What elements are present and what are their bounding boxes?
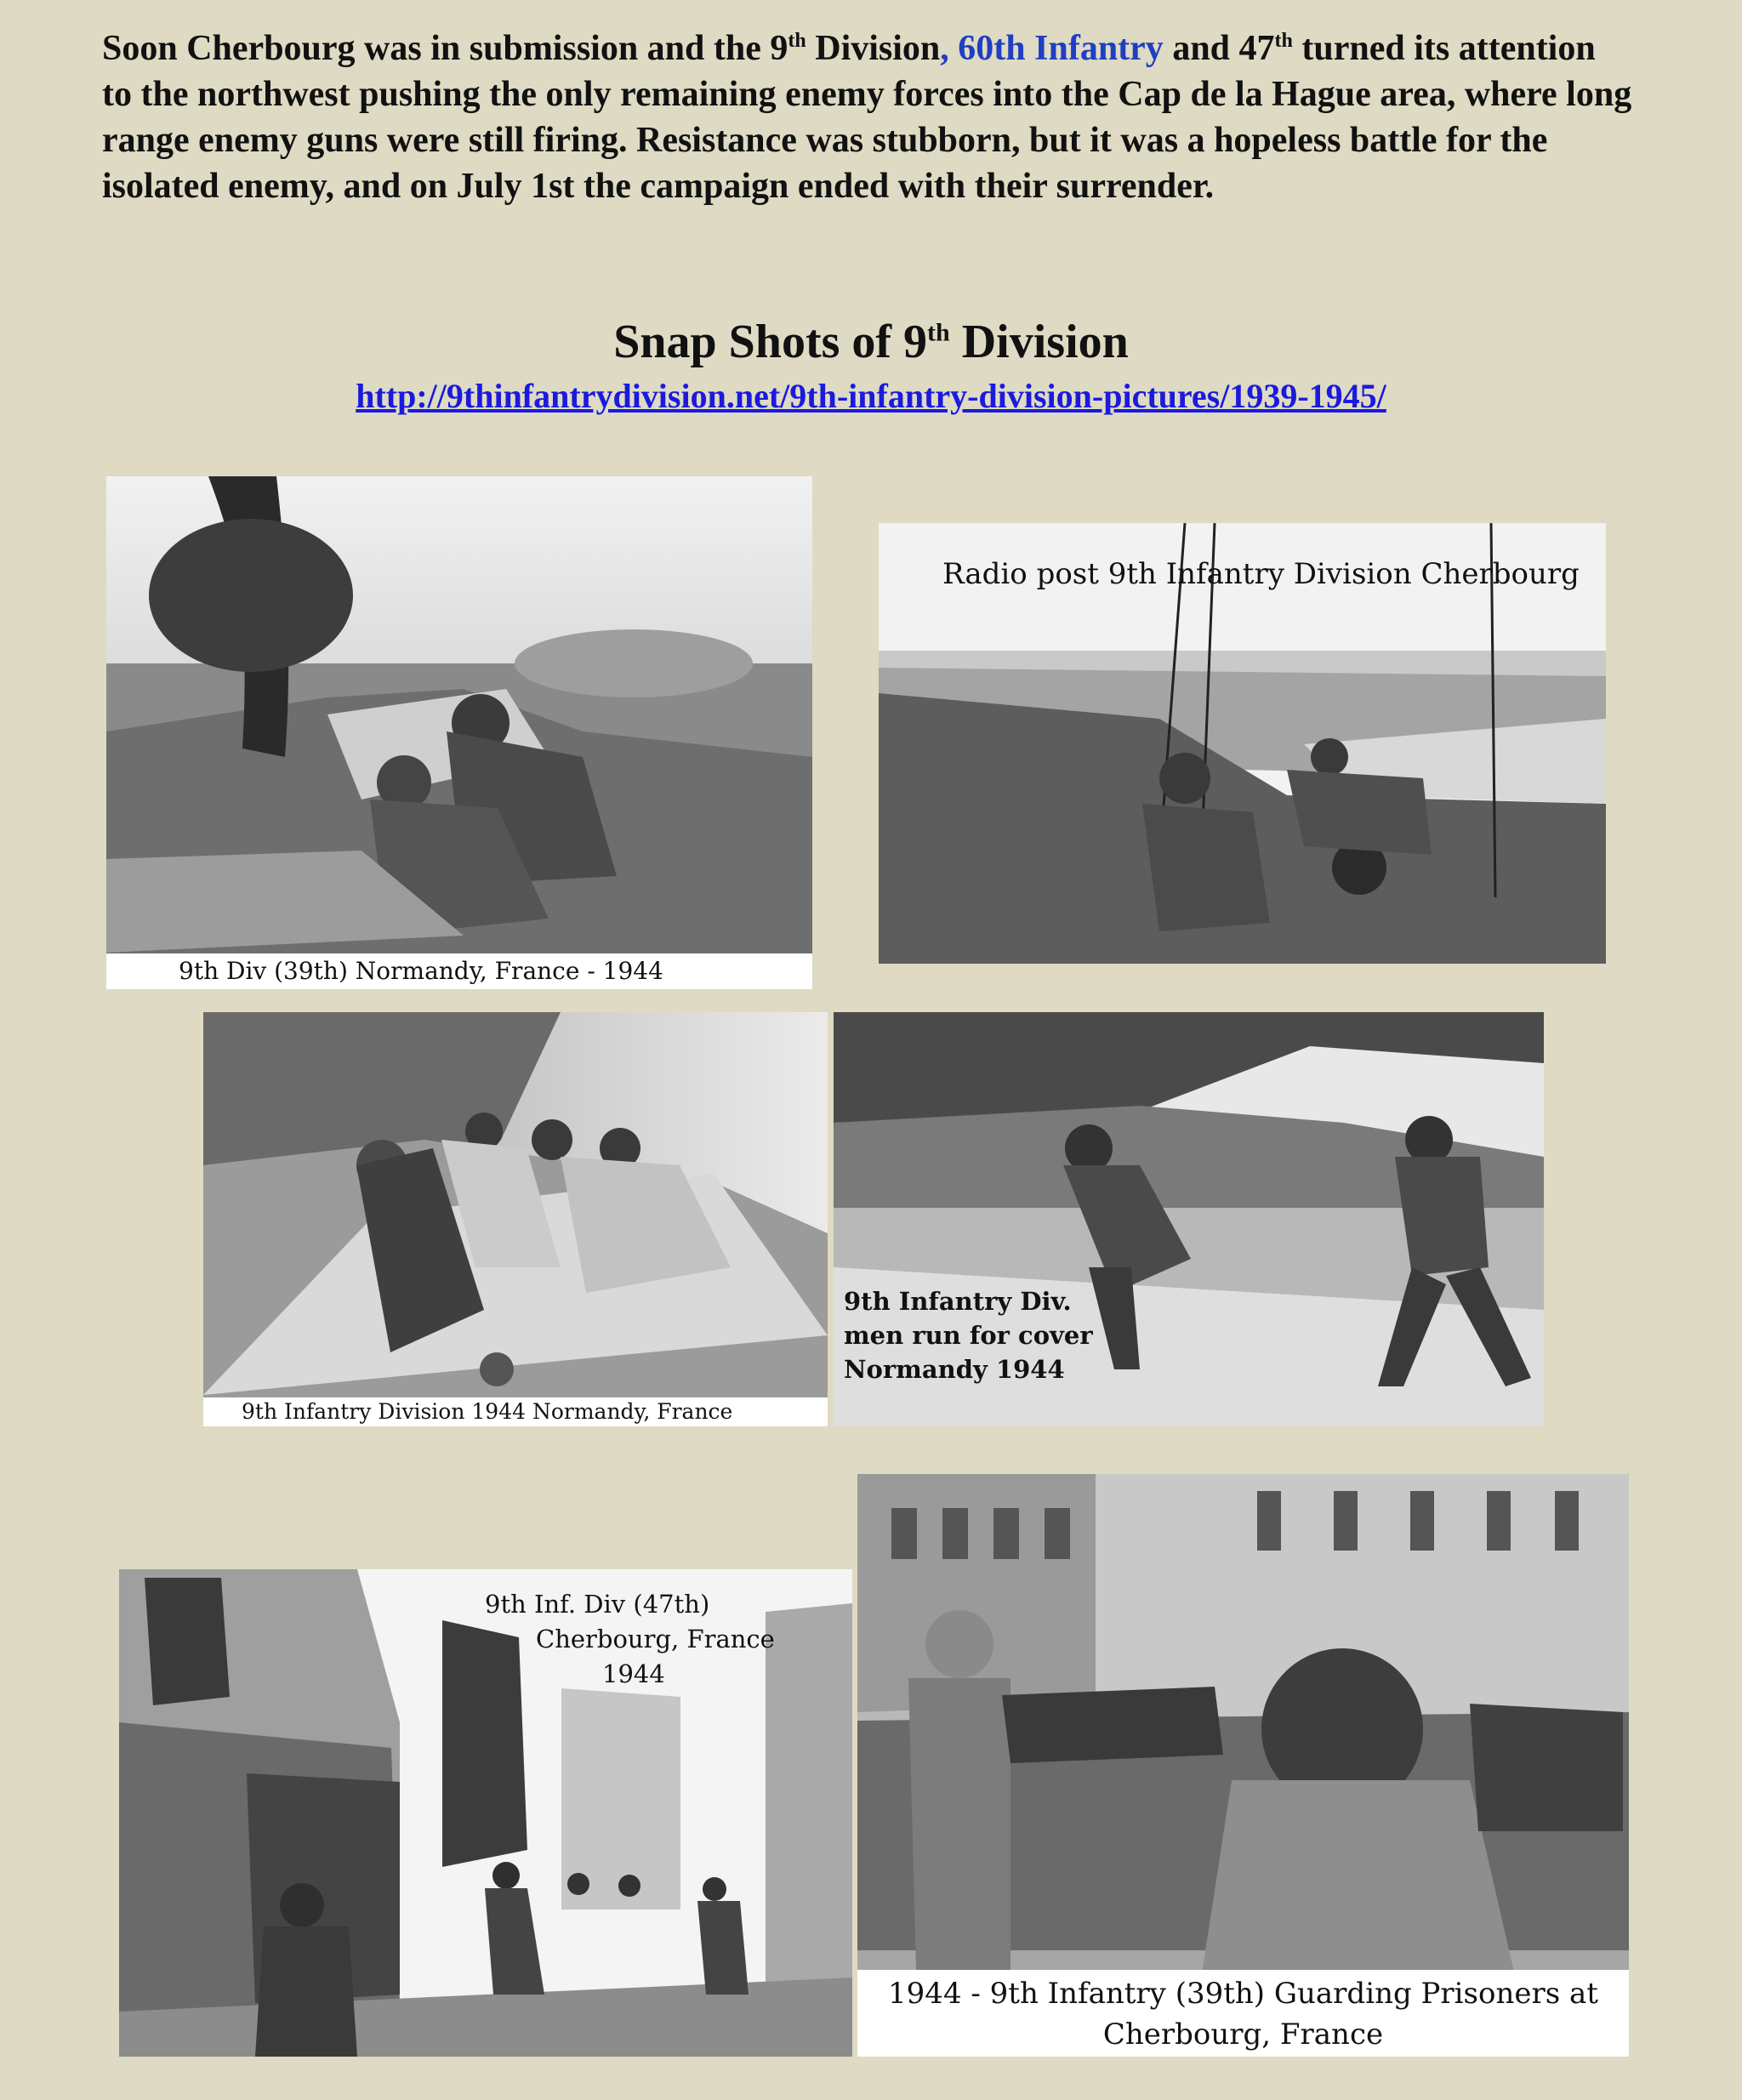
intro-text-4: turned its attention to the northwest pushing the only remaining enemy forces into the Cap de la Hague area, where long range enemy guns were still firing. Resistance was stubborn, but it was a hopeless battle for the isolated enemy, and on July 1st the campaign ended with their surrender. bbox=[102, 29, 1632, 206]
photo-normandy-39th bbox=[106, 476, 812, 989]
intro-link-separator: , bbox=[940, 29, 959, 68]
intro-text-2: Division bbox=[806, 29, 941, 68]
source-url-link[interactable]: http://9thinfantrydivision.net/9th-infantry-division-pictures/1939-1945/ bbox=[356, 377, 1386, 415]
intro-text-1: Soon Cherbourg was in submission and the 9 bbox=[102, 29, 788, 68]
intro-text-3: and 47 bbox=[1163, 29, 1275, 68]
photo-1-caption: 9th Div (39th) Normandy, France - 1944 bbox=[179, 957, 663, 985]
photo-radio-post-cherbourg bbox=[879, 523, 1606, 964]
photo-2-caption: Radio post 9th Infantry Division Cherbourg bbox=[942, 557, 1580, 591]
photo-4-caption-line-2: men run for cover bbox=[844, 1321, 1093, 1350]
photo-guarding-prisoners bbox=[857, 1474, 1629, 2057]
photo-4-caption-line-3: Normandy 1944 bbox=[844, 1355, 1065, 1384]
intro-sup-1: th bbox=[788, 30, 806, 52]
heading-post: Division bbox=[949, 316, 1129, 368]
photo-3-caption-strip bbox=[203, 1397, 828, 1426]
photo-cherbourg-47th bbox=[119, 1569, 852, 2057]
photo-5-caption-line-2: Cherbourg, France bbox=[536, 1625, 775, 1653]
heading-sup: th bbox=[927, 318, 950, 347]
photo-6-caption-line-1: 1944 - 9th Infantry (39th) Guarding Prisoners at bbox=[888, 1977, 1598, 2011]
photo-men-run-for-cover bbox=[834, 1012, 1544, 1426]
photo-6-caption-line-2: Cherbourg, France bbox=[1102, 2017, 1384, 2052]
section-heading bbox=[0, 315, 1742, 369]
photo-6-caption-strip bbox=[857, 1970, 1629, 2057]
photo-1-caption-strip bbox=[106, 953, 812, 989]
heading-pre: Snap Shots of 9 bbox=[613, 316, 928, 368]
photo-4-caption-line-1: 9th Infantry Div. bbox=[844, 1287, 1072, 1316]
photo-5-caption-line-1: 9th Inf. Div (47th) bbox=[485, 1590, 710, 1619]
photo-5-caption-line-3: 1944 bbox=[602, 1659, 665, 1688]
photo-1-image bbox=[106, 476, 812, 989]
photo-3-caption: 9th Infantry Division 1944 Normandy, France bbox=[242, 1399, 733, 1424]
intro-sup-2: th bbox=[1274, 30, 1293, 52]
intro-paragraph bbox=[102, 26, 1633, 209]
intro-link-60th-infantry[interactable]: 60th Infantry bbox=[958, 29, 1164, 68]
photo-9th-infantry-1944-normandy bbox=[203, 1012, 828, 1426]
source-link bbox=[0, 376, 1742, 416]
photo-3-image bbox=[203, 1012, 828, 1426]
